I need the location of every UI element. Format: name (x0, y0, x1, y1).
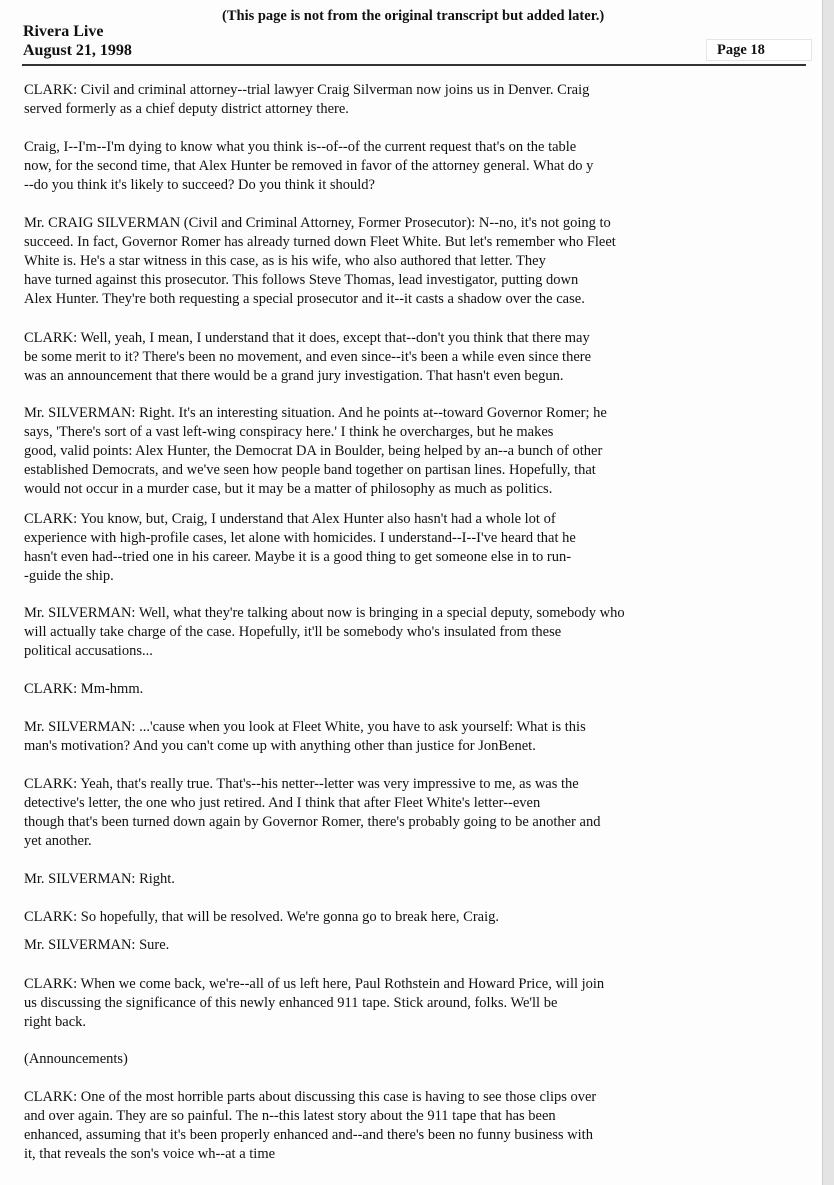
transcript-line: Mr. CRAIG SILVERMAN (Civil and Criminal Attorney, Former Prosecutor): N--no, it's not going to (24, 215, 611, 231)
transcript-line: CLARK: Civil and criminal attorney--trial lawyer Craig Silverman now joins us in Denver. Craig (24, 82, 590, 98)
transcript-line: established Democrats, and we've seen how people band together on partisan lines. Hopefully, that (24, 462, 596, 478)
transcript-paragraph (24, 510, 576, 586)
transcript-line: right back. (24, 1014, 87, 1030)
transcript-line: CLARK: You know, but, Craig, I understand that Alex Hunter also hasn't had a whole lot of (24, 511, 556, 527)
transcript-line: CLARK: Mm-hmm. (24, 681, 144, 697)
transcript-line: yet another. (24, 833, 92, 849)
transcript-paragraph (24, 138, 593, 195)
transcript-paragraph (24, 870, 175, 889)
transcript-paragraph (24, 404, 607, 499)
transcript-line: enhanced, assuming that it's been properly enhanced and--and there's been no funny business with (24, 1127, 593, 1143)
added-page-note: (This page is not from the original transcript but added later.) (222, 8, 605, 24)
transcript-line: succeed. In fact, Governor Romer has already turned down Fleet White. But let's remember who Fleet (24, 234, 616, 250)
transcript-paragraph (24, 680, 143, 699)
transcript-paragraph (24, 81, 589, 119)
transcript-paragraph (24, 936, 169, 955)
transcript-paragraph (24, 604, 625, 661)
transcript-line: now, for the second time, that Alex Hunter be removed in favor of the attorney general. What do y (24, 158, 594, 174)
transcript-line: us discussing the significance of this newly enhanced 911 tape. Stick around, folks. We'll be (24, 995, 558, 1011)
transcript-line: though that's been turned down again by Governor Romer, there's probably going to be another and (24, 814, 601, 830)
transcript-line: --do you think it's likely to succeed? Do you think it should? (24, 177, 375, 193)
show-title: Rivera Live (23, 23, 104, 40)
transcript-line: and over again. They are so painful. The n--this latest story about the 911 tape that has been (24, 1108, 556, 1124)
transcript-line: will actually take charge of the case. Hopefully, it'll be somebody who's insulated from these (24, 624, 562, 640)
transcript-line: Craig, I--I'm--I'm dying to know what you think is--of--of the current request that's on the table (24, 139, 577, 155)
transcript-line: (Announcements) (24, 1051, 128, 1067)
transcript-line: Mr. SILVERMAN: Well, what they're talking about now is bringing in a special deputy, somebody who (24, 605, 625, 621)
transcript-line: would not occur in a murder case, but it may be a matter of philosophy as much as politics. (24, 481, 553, 497)
transcript-line: served formerly as a chief deputy district attorney there. (24, 101, 349, 117)
transcript-line: be some merit to it? There's been no movement, and even since--it's been a while even since there (24, 349, 592, 365)
transcript-line: hasn't even had--tried one in his career. Maybe it is a good thing to get someone else in to run- (24, 549, 572, 565)
transcript-line: Alex Hunter. They're both requesting a special prosecutor and it--it casts a shadow over the case. (24, 291, 585, 307)
transcript-line: experience with high-profile cases, let alone with homicides. I understand--I--I've heard that he (24, 530, 576, 546)
transcript-line: -guide the ship. (24, 568, 114, 584)
transcript-paragraph (24, 329, 591, 386)
transcript-line: political accusations... (24, 643, 153, 659)
transcript-paragraph (24, 214, 616, 309)
transcript-paragraph (24, 1088, 596, 1164)
transcript-line: detective's letter, the one who just retired. And I think that after Fleet White's letter--even (24, 795, 541, 811)
transcript-paragraph (24, 1050, 128, 1069)
transcript-line: CLARK: One of the most horrible parts about discussing this case is having to see those clips over (24, 1089, 597, 1105)
transcript-line: CLARK: When we come back, we're--all of us left here, Paul Rothstein and Howard Price, will join (24, 976, 605, 992)
transcript-line: man's motivation? And you can't come up with anything other than justice for JonBenet. (24, 738, 536, 754)
transcript-line: it, that reveals the son's voice wh--at a time (24, 1146, 276, 1162)
transcript-paragraph (24, 775, 600, 851)
header-divider (22, 64, 806, 66)
transcript-line: Mr. SILVERMAN: Right. (24, 871, 175, 887)
transcript-line: was an announcement that there would be a grand jury investigation. That hasn't even begun. (24, 368, 564, 384)
transcript-line: good, valid points: Alex Hunter, the Democrat DA in Boulder, being helped by an--a bunch of other (24, 443, 603, 459)
transcript-paragraph (24, 908, 499, 927)
broadcast-date: August 21, 1998 (23, 42, 132, 59)
transcript-line: CLARK: Well, yeah, I mean, I understand that it does, except that--don't you think that there may (24, 330, 590, 346)
transcript-line: says, 'There's sort of a vast left-wing conspiracy here.' I think he overcharges, but he makes (24, 424, 554, 440)
transcript-line: Mr. SILVERMAN: Right. It's an interesting situation. And he points at--toward Governor Romer; he (24, 405, 607, 421)
transcript-line: Mr. SILVERMAN: ...'cause when you look at Fleet White, you have to ask yourself: What is this (24, 719, 586, 735)
page-number-box (706, 39, 812, 61)
transcript-line: Mr. SILVERMAN: Sure. (24, 937, 170, 953)
transcript-line: White is. He's a star witness in this case, as is his wife, who also authored that letter. They (24, 253, 546, 269)
transcript-line: CLARK: Yeah, that's really true. That's--his netter--letter was very impressive to me, as was the (24, 776, 579, 792)
transcript-paragraph (24, 975, 604, 1032)
page-number: Page 18 (717, 42, 765, 58)
transcript-paragraph (24, 718, 586, 756)
transcript-line: CLARK: So hopefully, that will be resolved. We're gonna go to break here, Craig. (24, 909, 500, 925)
transcript-line: have turned against this prosecutor. This follows Steve Thomas, lead investigator, putting down (24, 272, 579, 288)
